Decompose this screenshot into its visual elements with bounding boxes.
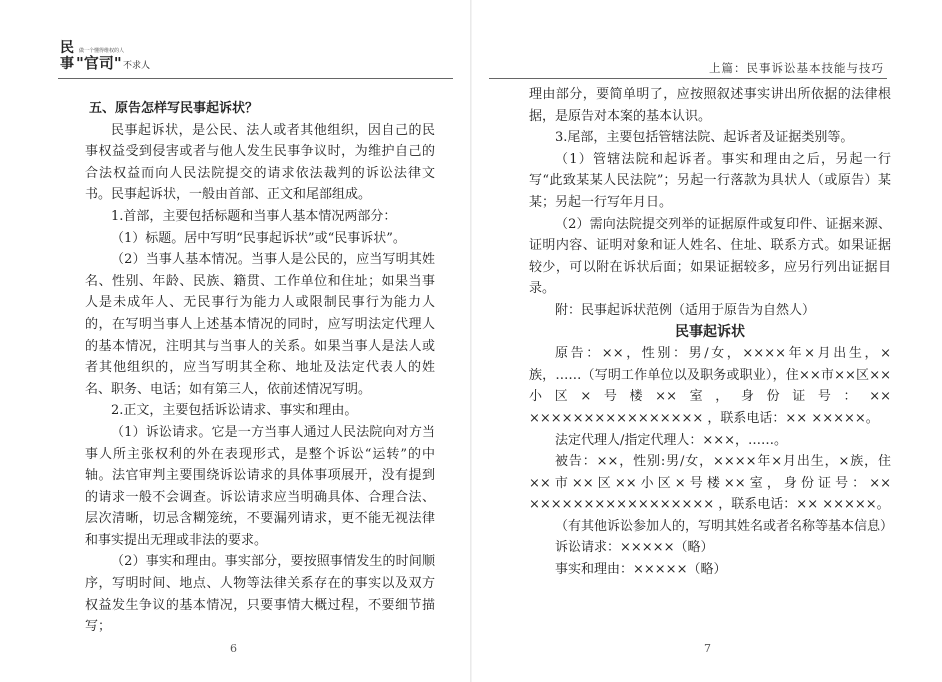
paragraph: （1）管辖法院和起诉者。事实和理由之后，另起一行写“此致某某人民法院”；另起一行落款为具状人（或原告）某某；另起一行写年月日。: [529, 151, 891, 210]
header-rule: [489, 78, 887, 79]
paragraph: 原告：××，性别：男/女，××××年×月出生，×族，……（写明工作单位以及职务或职业），住××市××区××小区×号楼××室，身份证号：×× ×××××××××××××××× ，联系电话：×× ×××××。: [529, 346, 891, 426]
page-number: 6: [230, 642, 237, 655]
logo-char-min: 民: [60, 40, 74, 56]
paragraph: 民事起诉状，是公民、法人或者其他组织，因自己的民事权益受到侵害或者与他人发生民事争议时，为维护自己的合法权益而向人民法院提交的请求依法裁判的诉讼法律文书。民事起诉状，一般由首部、正文和尾部组成。: [85, 122, 435, 203]
paragraph: 事实和理由：×××××（略）: [555, 562, 727, 578]
paragraph: （2）当事人基本情况。当事人是公民的，应当写明其姓名、性别、年龄、民族、籍贯、工作单位和住址；如果当事人是未成年人、无民事行为能力人或限制民事行为能力人的，在写明当事人上述基本情况的同时，应写明法定代理人的基本情况，注明其与当事人的关系。如果当事人是法人或者其他组织的，应当写明其全称、地址及法定代表人的姓名、职务、电话；如有第三人，依前述情况写明。: [85, 252, 435, 397]
paragraph: 3.尾部，主要包括管辖法院、起诉者及证据类别等。: [555, 130, 854, 146]
right-page: [471, 0, 942, 682]
paragraph: （2）事实和理由。事实部分，要按照事情发生的时间顺序，写明时间、地点、人物等法律关系存在的事实以及双方权益发生争议的基本情况，只要事情大概过程，不要细节描写；: [85, 554, 435, 635]
paragraph: （1）标题。居中写明“民事起诉状”或“民事诉状”。: [111, 230, 406, 246]
page-number: 7: [704, 642, 711, 655]
logo-title: "官司": [76, 54, 122, 72]
right-page-body: [529, 84, 894, 581]
paragraph: 1.首部，主要包括标题和当事人基本情况两部分：: [111, 208, 397, 224]
paragraph: 附：民事起诉状范例（适用于原告为自然人）: [555, 302, 816, 318]
running-head: 上篇：民事诉讼基本技能与技巧: [709, 61, 884, 75]
paragraph: （2）需向法院提交列举的证据原件或复印件、证据来源、证明内容、证明对象和证人姓名、住址、联系方式。如果证据较少，可以附在诉状后面；如果证据较多，应另行列出证据目录。: [529, 216, 891, 297]
logo-char-shi: 事: [60, 56, 74, 72]
paragraph: 法定代理人/指定代理人：×××，……。: [555, 432, 788, 448]
header-rule: [58, 78, 453, 79]
series-logo: [60, 40, 180, 76]
logo-tagline: 做一个懂得维权的人: [79, 48, 125, 54]
left-page-body: [85, 98, 435, 638]
paragraph: 2.正文，主要包括诉讼请求、事实和理由。: [111, 403, 358, 419]
paragraph: 理由部分，要简单明了，应按照叙述事实讲出所依据的法律根据，是原告对本案的基本认识。: [529, 87, 891, 124]
paragraph: 被告：××，性别:男/女，××××年×月出生，×族，住××市××区××小区×号楼××室，身份证号：×× ××××××××××××××××× ，联系电话：×× ×××××。: [529, 454, 891, 513]
paragraph: 诉讼请求：×××××（略）: [555, 540, 714, 556]
sample-title: 民事起诉状: [675, 323, 745, 340]
logo-suffix: 不求人: [123, 61, 151, 71]
section-heading: 五、原告怎样写民事起诉状？: [89, 101, 259, 116]
paragraph: （有其他诉讼参加人的，写明其姓名或者名称等基本信息）: [555, 518, 894, 534]
paragraph: （1）诉讼请求。它是一方当事人通过人民法院向对方当事人所主张权利的外在表现形式，是整个诉讼“运转”的中轴。法官审判主要围绕诉讼请求的具体事项展开，没有提到的请求一般不会调查。诉讼请求应当明确具体、合理合法、层次清晰，切忌含糊笼统，不要漏列请求，更不能无视法律和事实提出无理或非法的要求。: [85, 424, 435, 548]
